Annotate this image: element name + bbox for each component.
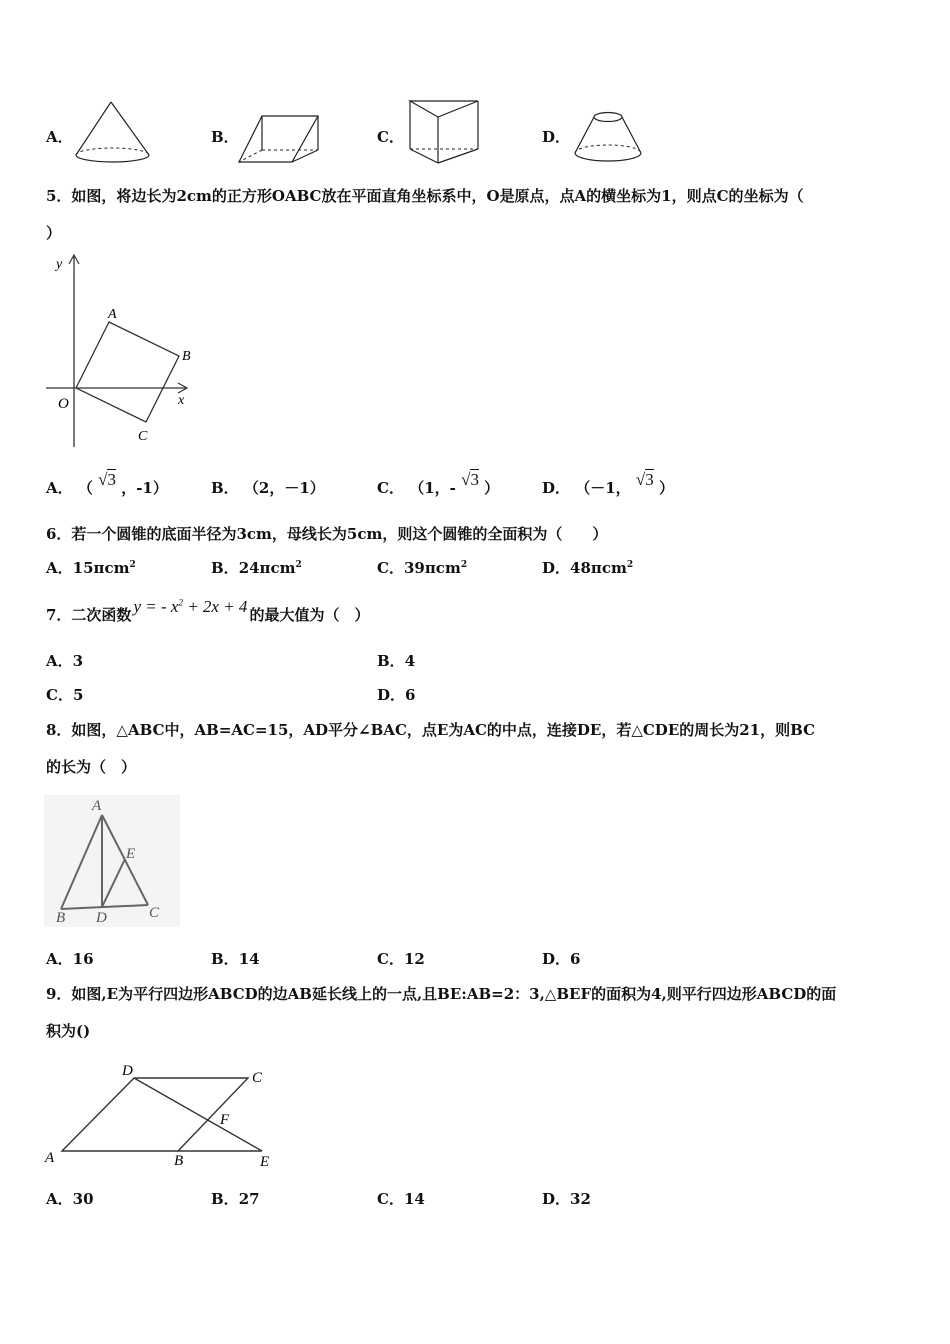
q8-option-a[interactable] <box>46 949 94 969</box>
label-e: E <box>260 1154 270 1170</box>
option-label: C． <box>377 1190 404 1208</box>
frustum-icon <box>570 108 646 166</box>
q5-option-d-post: ） <box>659 479 675 497</box>
q7-option-d[interactable] <box>377 685 415 705</box>
q5-option-d-pre: （－1， <box>575 479 631 497</box>
q4-option-a-label[interactable]: A． <box>46 128 73 146</box>
label-o: O <box>58 396 69 412</box>
option-label: D． <box>542 1190 571 1208</box>
option-value: 48πcm <box>570 559 627 577</box>
label-a: A <box>108 307 117 322</box>
option-sup: 2 <box>129 560 136 570</box>
q4-option-c-label[interactable]: C． <box>377 128 404 146</box>
q7-option-b[interactable] <box>377 651 415 671</box>
q7-formula <box>133 597 247 616</box>
label-y: y <box>56 257 63 272</box>
q5-stem-line2: ） <box>46 224 62 242</box>
q6-option-a[interactable] <box>46 558 136 578</box>
option-value: 14 <box>403 1190 425 1208</box>
q5-option-b-text: （2，－1） <box>243 479 325 497</box>
q5-option-d-root: 3 <box>645 470 654 489</box>
option-label: C． <box>377 950 404 968</box>
option-value: 6 <box>570 950 581 968</box>
q5-option-d-label: D． <box>542 479 571 497</box>
option-label: C． <box>377 559 404 577</box>
label-a: A <box>45 1150 55 1166</box>
option-label: A． <box>46 950 73 968</box>
formula-post: + 2x + 4 <box>182 597 248 616</box>
triangular-prism-icon <box>406 97 482 167</box>
label-b: B <box>56 910 66 926</box>
sqrt-sign: √ <box>461 470 471 489</box>
option-value: 39πcm <box>403 559 461 577</box>
option-value: 24πcm <box>238 559 296 577</box>
label-c: C <box>149 905 160 921</box>
option-sup: 2 <box>295 560 302 570</box>
option-label: A． <box>46 652 73 670</box>
q7-stem-pre: 7．二次函数 <box>46 606 132 624</box>
option-label: C． <box>46 686 73 704</box>
label-c: C <box>252 1070 263 1086</box>
option-value: 27 <box>238 1190 260 1208</box>
option-value: 6 <box>405 686 416 704</box>
label-b: B <box>182 349 191 364</box>
q5-option-c-post: ） <box>484 479 500 497</box>
q5-option-a-root: 3 <box>107 470 116 489</box>
label-d: D <box>96 910 107 926</box>
q4-option-b-label[interactable]: B． <box>211 128 239 146</box>
option-value: 15πcm <box>72 559 130 577</box>
q5-option-c-root: 3 <box>470 470 479 489</box>
q9-stem-line2: 积为() <box>46 1022 91 1040</box>
q9-stem-line1: 9．如图,E为平行四边形ABCD的边AB延长线上的一点,且BE:AB=2：3,△BEF的面积为4,则平行四边形ABCD的面 <box>46 985 837 1003</box>
q5-stem-line1: 5．如图，将边长为2cm的正方形OABC放在平面直角坐标系中，O是原点，点A的横坐标为1，则点C的坐标为（ <box>46 187 804 205</box>
option-value: 32 <box>570 1190 591 1208</box>
q9-option-c[interactable] <box>377 1189 425 1209</box>
q7-option-c[interactable] <box>46 685 83 705</box>
q5-option-d[interactable] <box>542 470 675 498</box>
option-label: B． <box>211 1190 239 1208</box>
option-label: A． <box>46 1190 73 1208</box>
q7-stem-post: 的最大值为（ ） <box>249 606 370 624</box>
option-value: 12 <box>403 950 425 968</box>
label-x: x <box>178 393 185 408</box>
label-e: E <box>126 846 136 862</box>
q8-option-d[interactable] <box>542 949 580 969</box>
q8-option-c[interactable] <box>377 949 425 969</box>
label-a: A <box>92 798 102 814</box>
option-label: A． <box>46 559 73 577</box>
option-label: D． <box>542 559 571 577</box>
q5-option-a-post: ，-1） <box>121 479 168 497</box>
option-label: D． <box>377 686 406 704</box>
q5-option-a[interactable] <box>46 470 168 498</box>
label-c: C <box>138 429 148 444</box>
q6-option-d[interactable] <box>542 558 633 578</box>
option-value: 14 <box>238 950 260 968</box>
q8-stem-line2: 的长为（ ） <box>46 758 137 776</box>
q9-parallelogram-figure <box>42 1058 282 1174</box>
q5-option-c[interactable] <box>377 470 500 498</box>
q9-option-b[interactable] <box>211 1189 260 1209</box>
square-oabc <box>76 322 179 422</box>
label-f: F <box>220 1112 230 1128</box>
q6-option-b[interactable] <box>211 558 302 578</box>
label-b: B <box>174 1153 184 1169</box>
q5-option-c-label: C． <box>377 479 404 497</box>
option-label: B． <box>377 652 405 670</box>
label-d: D <box>122 1063 133 1079</box>
q6-option-c[interactable] <box>377 558 467 578</box>
q9-option-d[interactable] <box>542 1189 591 1209</box>
q7-stem <box>46 597 370 625</box>
option-value: 5 <box>72 686 84 704</box>
formula-main: y = - x <box>133 597 179 616</box>
q8-stem-line1: 8．如图，△ABC中，AB=AC=15，AD平分∠BAC，点E为AC的中点，连接DE，若△CDE的周长为21，则BC <box>46 721 816 739</box>
option-label: D． <box>542 950 571 968</box>
q5-coordinate-figure <box>44 250 204 450</box>
option-value: 16 <box>72 950 94 968</box>
option-value: 4 <box>404 652 416 670</box>
q5-option-b[interactable] <box>211 478 325 498</box>
option-label: B． <box>211 559 239 577</box>
option-value: 30 <box>72 1190 94 1208</box>
q5-option-a-pre: （ <box>77 479 93 497</box>
q5-option-a-label: A． <box>46 479 73 497</box>
q5-option-b-label: B． <box>211 479 239 497</box>
q8-triangle-figure <box>44 795 180 927</box>
sqrt-sign: √ <box>98 470 108 489</box>
option-label: B． <box>211 950 239 968</box>
cone-icon <box>72 98 154 166</box>
q9-option-a[interactable] <box>46 1189 94 1209</box>
prism-icon <box>236 112 322 166</box>
q7-option-a[interactable] <box>46 651 83 671</box>
q8-option-b[interactable] <box>211 949 260 969</box>
formula-sup: 2 <box>178 597 183 608</box>
option-sup: 2 <box>460 560 468 570</box>
option-sup: 2 <box>626 560 634 570</box>
q6-stem: 6．若一个圆锥的底面半径为3cm，母线长为5cm，则这个圆锥的全面积为（ ） <box>46 525 608 543</box>
q4-option-d-label[interactable]: D． <box>542 128 571 146</box>
sqrt-sign: √ <box>635 470 646 489</box>
q5-option-c-pre: （1，- <box>409 479 456 497</box>
option-value: 3 <box>72 652 84 670</box>
